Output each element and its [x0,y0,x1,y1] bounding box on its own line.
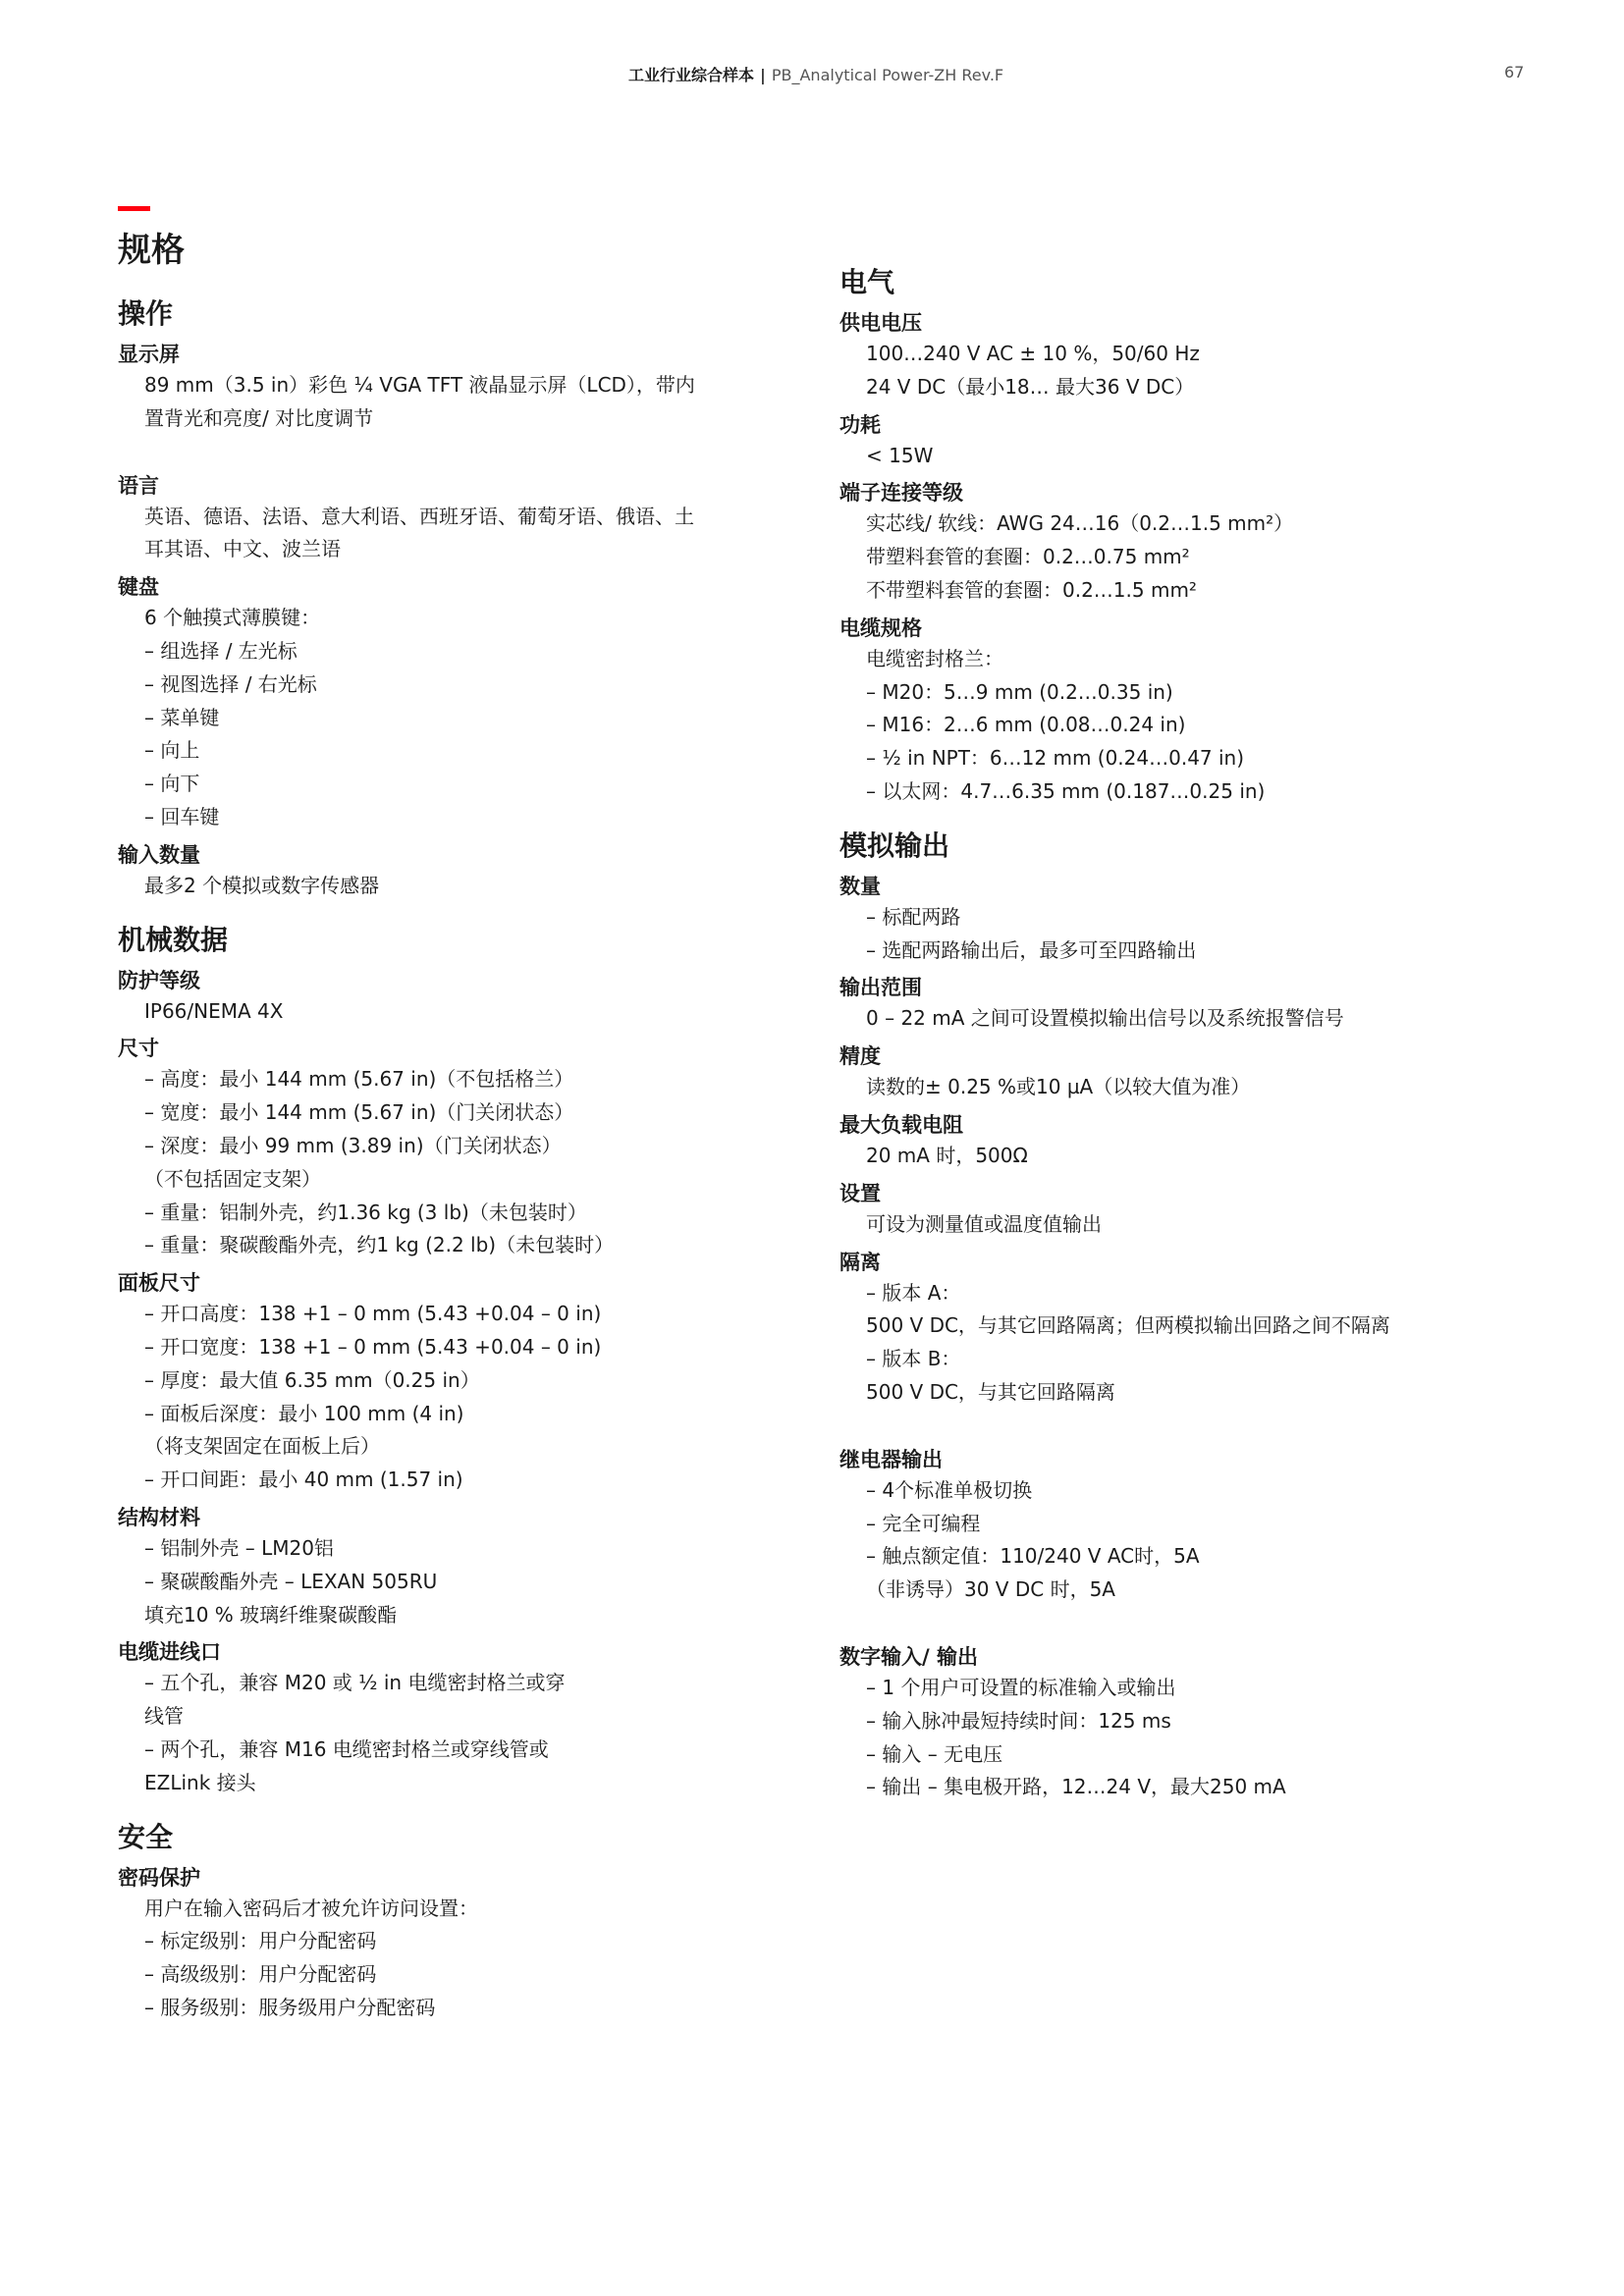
spec-line: – 聚碳酸酯外壳 – LEXAN 505RU [144,1569,438,1593]
spec-line: （将支架固定在面板上后） [144,1434,380,1459]
spec-line: 89 mm（3.5 in）彩色 ¼ VGA TFT 液晶显示屏（LCD），带内 [144,373,695,397]
spec-lines [839,1002,1527,1036]
spec-label: 数量 [839,874,881,898]
spec-line: – M20：5…9 mm (0.2…0.35 in) [866,679,1173,704]
spec-line: 英语、德语、法语、意大利语、西班牙语、葡萄牙语、俄语、土 [144,504,694,528]
section-title: 机械数据 [118,923,229,956]
spec-line: – 回车键 [144,804,220,828]
spec-line: 可设为测量值或温度值输出 [866,1211,1102,1236]
spec-line: < 15W [866,443,934,467]
spec-lines [839,643,1527,809]
spec-line: – 输入 – 无电压 [866,1741,1003,1766]
spec-line: – 向下 [144,772,200,796]
spec-line: 填充10 % 玻璃纤维聚碳酸酯 [144,1602,398,1627]
section-security [118,1818,805,2025]
doc-reference: PB_Analytical Power-ZH Rev.F [771,66,1004,84]
spec-lines [839,338,1527,404]
spec-line: （不包括固定支架） [144,1166,321,1191]
spec-line: – 高级级别：用户分配密码 [144,1962,377,1987]
spec-label: 输出范围 [839,976,922,1000]
spec-label: 输入数量 [118,842,200,867]
section-analog [839,827,1527,1410]
spec-label: 数字输入/ 输出 [839,1644,978,1669]
spec-line: – 面板后深度：最小 100 mm (4 in) [144,1401,464,1425]
spec-lines [118,1667,805,1799]
spec-lines [118,1298,805,1497]
spec-line: – 宽度：最小 144 mm (5.67 in)（门关闭状态） [144,1100,574,1125]
spec-line: – ½ in NPT：6…12 mm (0.24…0.47 in) [866,746,1245,771]
left-column [118,294,805,2025]
spec-line: – 选配两路输出后，最多可至四路输出 [866,937,1197,962]
spec-line: – 两个孔，兼容 M16 电缆密封格兰或穿线管或 [144,1736,549,1761]
spec-terminal [839,478,1527,607]
spec-display [118,340,805,436]
spec-lines [118,501,805,567]
doc-title: 工业行业综合样本 [628,66,755,84]
header-title-group [628,63,1003,85]
spec-supply [839,308,1527,404]
spec-line: IP66/NEMA 4X [144,998,284,1023]
spec-language [118,471,805,567]
spec-digital [839,1642,1527,1804]
spec-label: 结构材料 [118,1505,200,1529]
spec-line: 线管 [144,1704,184,1729]
spec-power [839,410,1527,473]
spec-line: – 厚度：最大值 6.35 mm（0.25 in） [144,1367,480,1392]
spec-line: 耳其语、中文、波兰语 [144,537,341,561]
spec-lines [839,507,1527,607]
spec-line: 实芯线/ 软线：AWG 24…16（0.2…1.5 mm²） [866,511,1294,536]
page-header [0,63,1624,86]
spec-lines [118,995,805,1029]
spec-line: – 标定级别：用户分配密码 [144,1929,377,1953]
spec-lines [839,1140,1527,1173]
spec-panel [118,1268,805,1497]
section-title: 电气 [839,266,895,298]
spec-lines [839,1672,1527,1804]
spec-max-load [839,1110,1527,1173]
spec-line: – 菜单键 [144,705,220,729]
spec-dimensions [118,1034,805,1262]
spec-line: – 五个孔，兼容 M20 或 ½ in 电缆密封格兰或穿 [144,1671,566,1695]
spec-line: – 铝制外壳 – LM20铝 [144,1535,334,1560]
spec-label: 语言 [118,473,159,498]
spec-line: 0 – 22 mA 之间可设置模拟输出信号以及系统报警信号 [866,1006,1344,1031]
spec-relay [839,1445,1527,1607]
spec-lines [118,870,805,903]
spec-lines [839,1474,1527,1607]
spec-line: 用户在输入密码后才被允许访问设置： [144,1896,478,1920]
spec-line: 500 V DC，与其它回路隔离；但两模拟输出回路之间不隔离 [866,1313,1390,1338]
spec-materials [118,1503,805,1631]
spec-line: – 开口高度：138 +1 – 0 mm (5.43 +0.04 – 0 in) [144,1302,602,1326]
section-title: 模拟输出 [839,828,950,862]
spec-line: – 输入脉冲最短持续时间：125 ms [866,1708,1171,1733]
spec-line: 100…240 V AC ± 10 %，50/60 Hz [866,342,1200,365]
spec-protection [118,966,805,1029]
spec-label: 防护等级 [118,968,200,992]
spec-line: – 标配两路 [866,904,961,929]
spec-cable-entry [118,1637,805,1799]
spec-line: 置背光和亮度/ 对比度调节 [144,405,374,430]
spec-line: – 服务级别：服务级用户分配密码 [144,1995,436,2019]
spec-label: 继电器输出 [839,1447,943,1471]
spec-label: 密码保护 [118,1865,200,1890]
spec-lines [839,1208,1527,1242]
spec-label: 隔离 [839,1250,881,1274]
spec-label: 最大负载电阻 [839,1112,963,1137]
spec-line: – 视图选择 / 右光标 [144,671,317,696]
spec-label: 精度 [839,1044,881,1069]
spec-config [839,1179,1527,1242]
spec-lines [839,440,1527,473]
spec-lines [118,1532,805,1631]
spec-line: 最多2 个模拟或数字传感器 [144,873,380,897]
spec-lines [118,1063,805,1262]
spec-line: – 触点额定值：110/240 V AC时，5A [866,1544,1200,1569]
spec-label: 端子连接等级 [839,481,963,506]
spec-line: – 以太网：4.7…6.35 mm (0.187…0.25 in) [866,778,1266,803]
spec-label: 设置 [839,1181,881,1205]
spec-lines [118,369,805,436]
accent-bar [118,206,150,211]
spec-line: 电缆密封格兰： [866,646,1003,670]
spec-label: 电缆规格 [839,615,922,640]
spec-label: 面板尺寸 [118,1271,200,1296]
spec-line: EZLink 接头 [144,1770,256,1794]
spec-label: 键盘 [118,575,159,600]
spec-lines [118,1893,805,2025]
spec-line: – 高度：最小 144 mm (5.67 in)（不包括格兰） [144,1067,574,1092]
spec-lines [118,602,805,834]
spec-line: （非诱导）30 V DC 时，5A [866,1577,1115,1602]
spec-line: 带塑料套管的套圈：0.2…0.75 mm² [866,545,1190,569]
spec-line: – 重量：聚碳酸酯外壳，约1 kg (2.2 lb)（未包装时） [144,1233,615,1257]
spec-password [118,1863,805,2025]
page-number: 67 [1504,63,1525,81]
spec-line: – 开口间距：最小 40 mm (1.57 in) [144,1468,463,1492]
section-title: 操作 [118,297,174,330]
right-column [839,263,1527,1804]
spec-line: – 深度：最小 99 mm (3.89 in)（门关闭状态） [144,1133,562,1157]
spec-lines [839,1071,1527,1104]
spec-line: – 1 个用户可设置的标准输入或输出 [866,1675,1176,1699]
spec-line: 500 V DC，与其它回路隔离 [866,1379,1115,1404]
section-title: 安全 [118,1820,174,1853]
spec-label: 供电电压 [839,311,922,335]
header-separator: | [760,66,766,84]
section-mechanical [118,921,805,1800]
spec-line: – 向上 [144,738,200,763]
page-title: 规格 [118,231,185,270]
spec-line: 读数的± 0.25 %或10 µA（以较大值为准） [866,1075,1251,1099]
spec-count [839,872,1527,968]
spec-keyboard [118,572,805,834]
spec-cable [839,614,1527,809]
spec-line: – 开口宽度：138 +1 – 0 mm (5.43 +0.04 – 0 in) [144,1334,602,1359]
spec-label: 尺寸 [118,1037,159,1061]
spec-line: – M16：2…6 mm (0.08…0.24 in) [866,713,1186,737]
spec-range [839,973,1527,1036]
spec-lines [839,901,1527,968]
spec-line: – 完全可编程 [866,1511,981,1535]
spec-line: – 输出 – 集电极开路，12…24 V，最大250 mA [866,1775,1286,1799]
spec-label: 电缆进线口 [118,1640,221,1665]
spec-line: – 4个标准单极切换 [866,1477,1033,1502]
spec-line: 24 V DC（最小18… 最大36 V DC） [866,374,1195,399]
section-electrical [839,263,1527,809]
spec-line: – 组选择 / 左光标 [144,638,298,663]
spec-inputs [118,840,805,903]
spec-line: – 重量：铝制外壳，约1.36 kg (3 lb)（未包装时） [144,1200,587,1224]
spec-label: 功耗 [839,412,881,437]
spec-accuracy [839,1041,1527,1104]
section-operation [118,294,805,903]
spec-label: 显示屏 [118,343,180,366]
spec-line: – 版本 A： [866,1280,961,1305]
spec-line: 6 个触摸式薄膜键： [144,606,321,630]
spec-line: – 版本 B： [866,1347,961,1371]
spec-isolation [839,1248,1527,1410]
spec-line: 20 mA 时，500Ω [866,1143,1028,1167]
spec-lines [839,1277,1527,1410]
spec-line: 不带塑料套管的套圈：0.2…1.5 mm² [866,577,1197,602]
